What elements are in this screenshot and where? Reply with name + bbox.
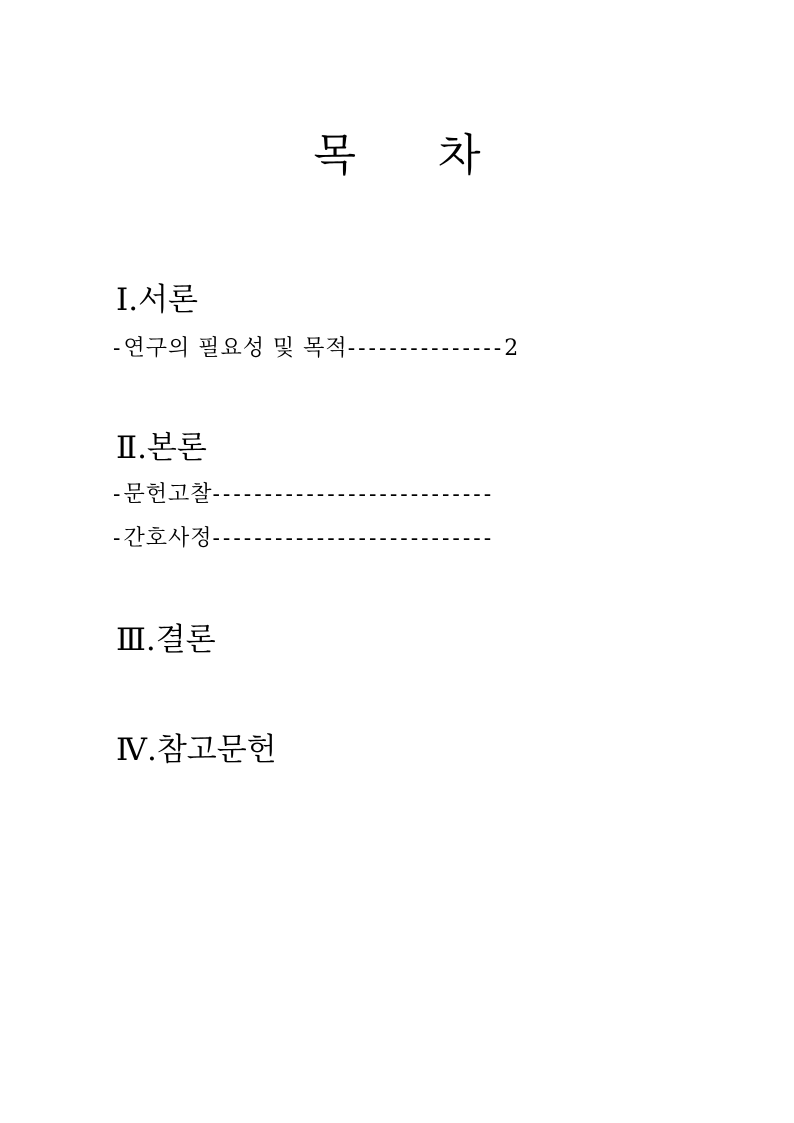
toc-entry-literature-review	[113, 480, 678, 510]
entry-prefix: -	[113, 482, 124, 507]
toc-entry-nursing-assessment	[113, 524, 678, 554]
entry-label: 문헌고찰	[123, 482, 213, 507]
entry-label: 연구의 필요성 및 목적	[123, 336, 348, 361]
section-heading-introduction: Ⅰ.서론	[116, 282, 198, 318]
entry-leader: ---------------------------	[212, 526, 495, 551]
entry-leader: ---------------	[347, 336, 505, 361]
section-heading-body: Ⅱ.본론	[116, 430, 207, 466]
entry-label: 간호사정	[123, 526, 213, 551]
entry-leader: ---------------------------	[212, 482, 495, 507]
entry-page-number: 2	[504, 336, 519, 361]
entry-prefix: -	[113, 526, 124, 551]
section-heading-references: Ⅳ.참고문헌	[116, 732, 277, 768]
page-title: 목 차	[313, 130, 515, 181]
section-heading-conclusion: Ⅲ.결론	[116, 622, 216, 658]
toc-entry-research-purpose	[113, 334, 678, 364]
entry-prefix: -	[113, 336, 124, 361]
